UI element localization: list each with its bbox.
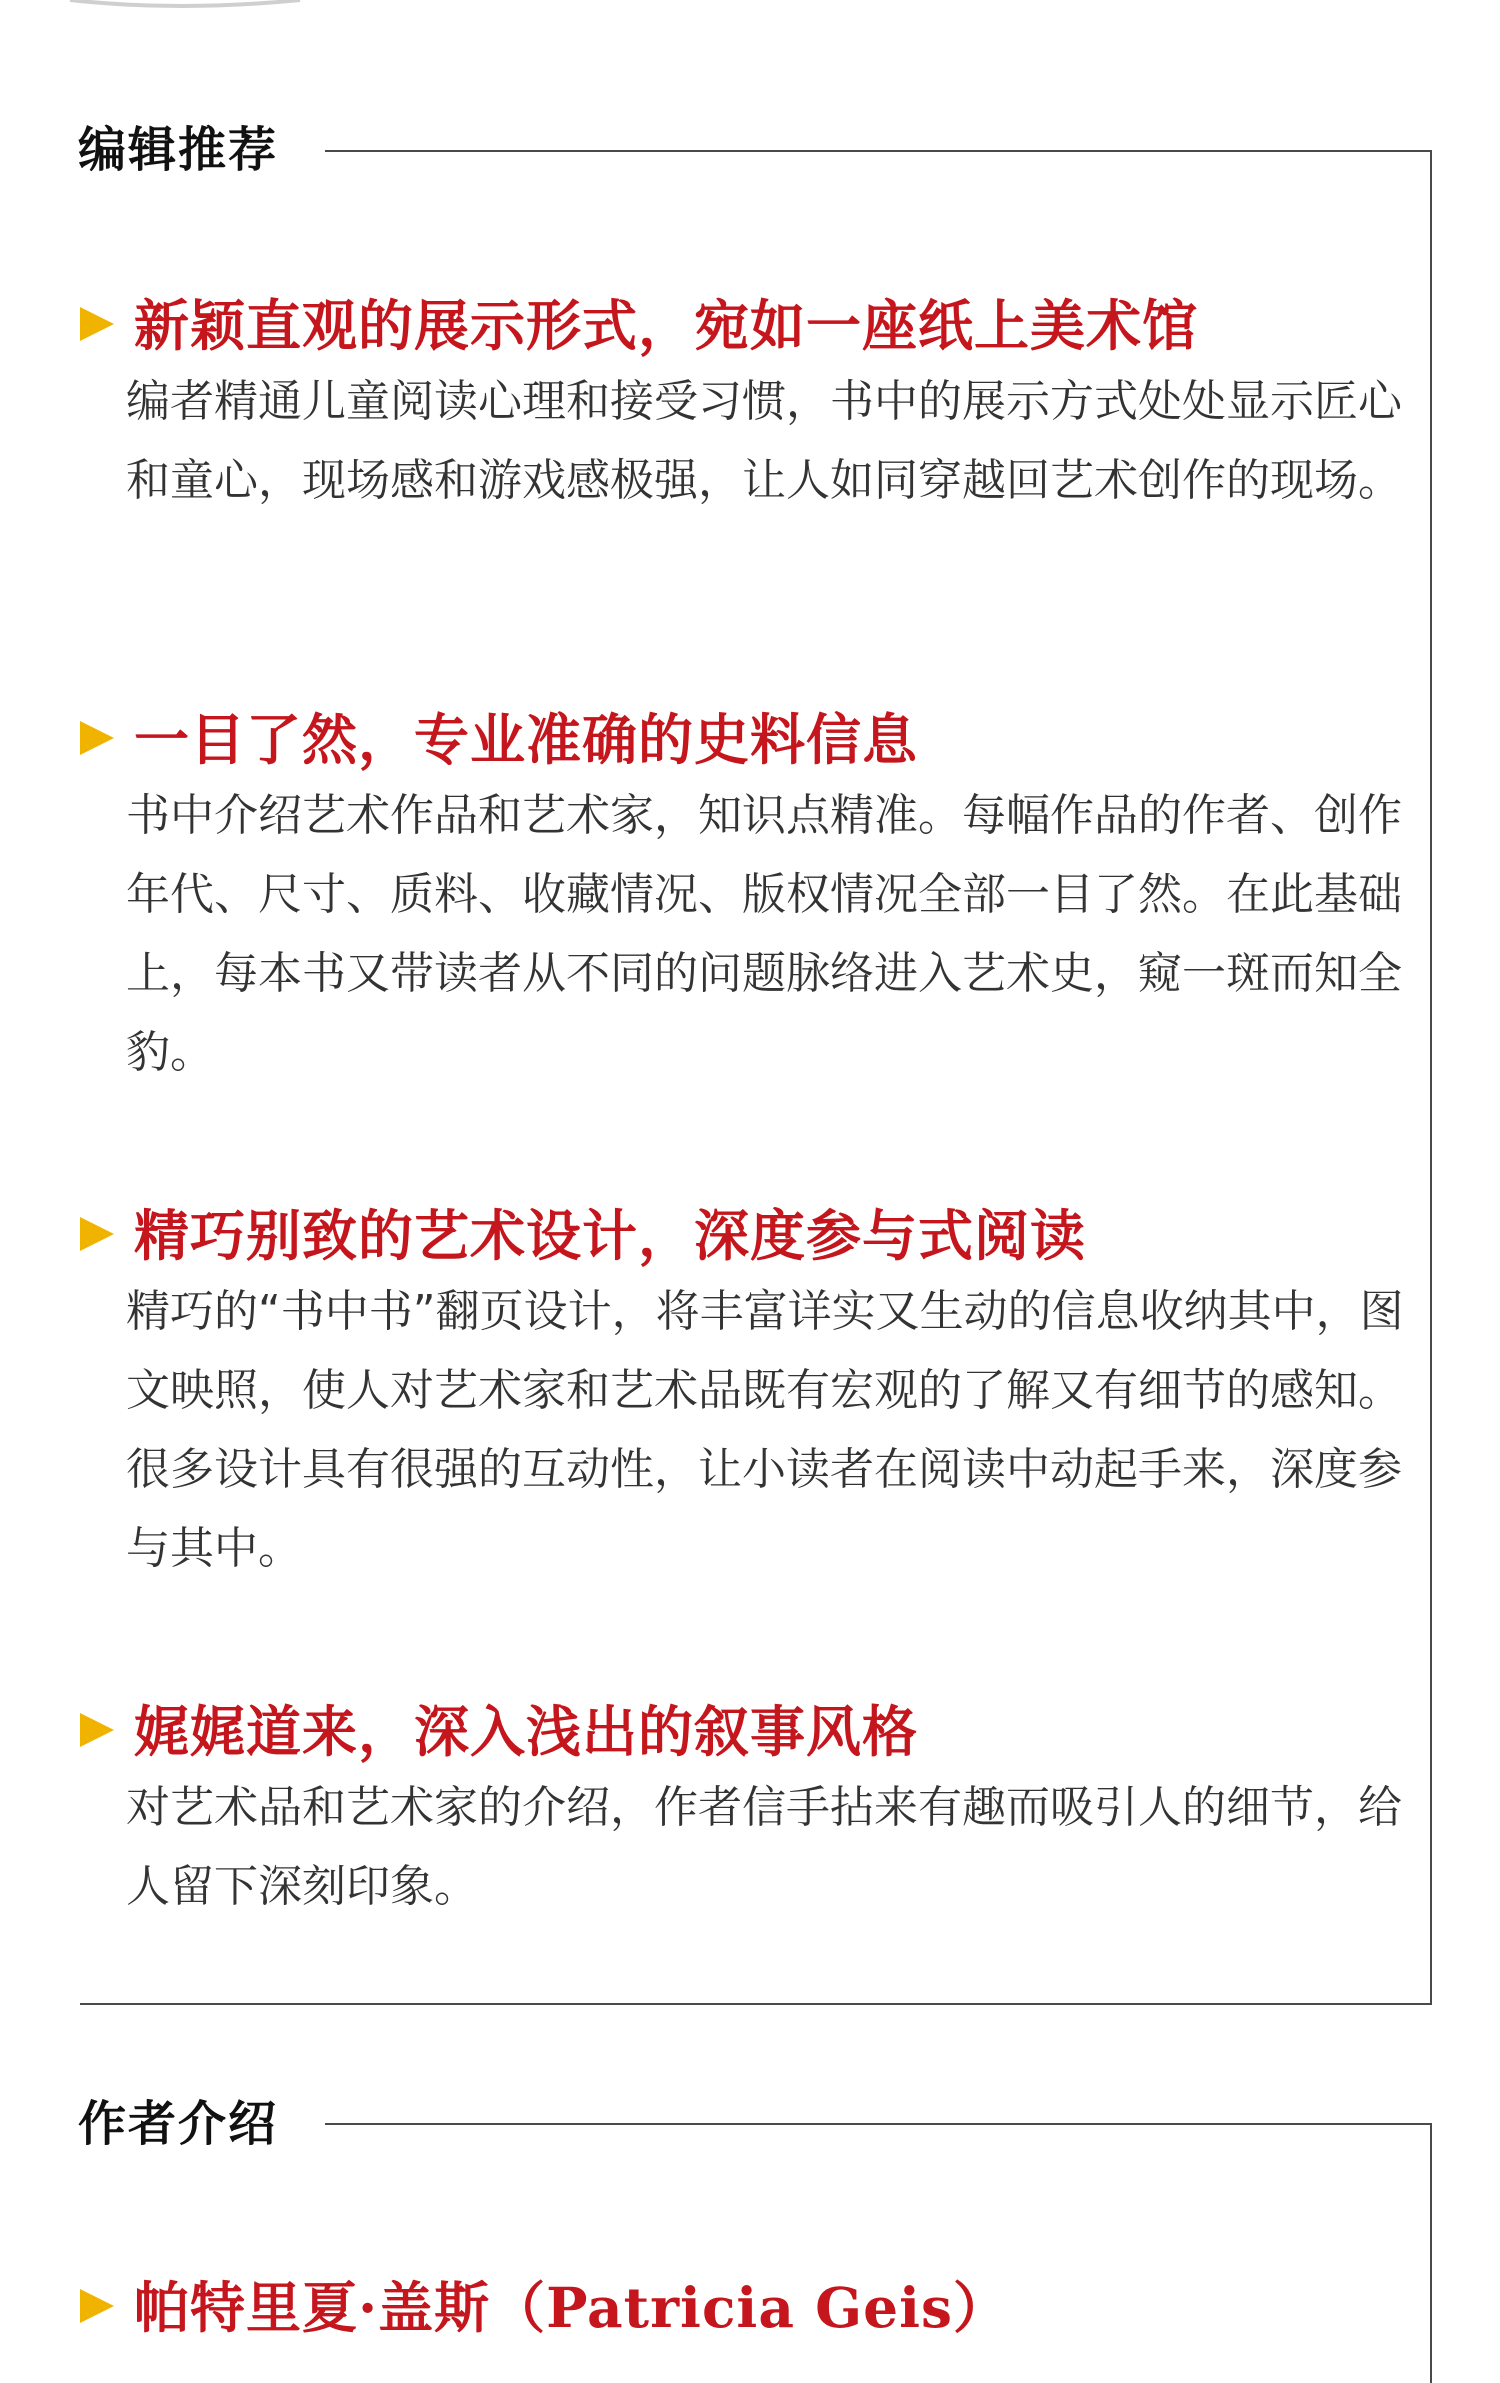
- triangle-arrow-icon: [80, 307, 114, 341]
- feature-item: [80, 286, 1410, 520]
- feature-item: [80, 700, 1410, 1092]
- feature-item: [80, 1692, 1410, 1926]
- feature-heading: 精巧别致的艺术设计，深度参与式阅读: [134, 1202, 1087, 1268]
- feature-item: [80, 2268, 1410, 2338]
- author-name-heading: 帕特里夏·盖斯（Patricia Geis）: [134, 2274, 1009, 2340]
- feature-heading-row: [80, 2268, 1410, 2338]
- author-frame: [80, 2123, 1432, 2383]
- frame-top-line: [325, 150, 1432, 152]
- feature-heading: 新颖直观的展示形式，宛如一座纸上美术馆: [134, 292, 1199, 358]
- triangle-arrow-icon: [80, 1713, 114, 1747]
- feature-heading: 娓娓道来，深入浅出的叙事风格: [134, 1698, 919, 1764]
- triangle-arrow-icon: [80, 1217, 114, 1251]
- feature-body: 精巧的“书中书”翻页设计，将丰富详实又生动的信息收纳其中，图文映照，使人对艺术家和艺术品既有宏观的了解又有细节的感知。很多设计具有很强的互动性，让小读者在阅读中动起手来，深度参与其中。: [126, 1286, 1404, 1574]
- feature-body: 编者精通儿童阅读心理和接受习惯，书中的展示方式处处显示匠心和童心，现场感和游戏感极强，让人如同穿越回艺术创作的现场。: [126, 376, 1402, 506]
- feature-heading-row: [80, 700, 1410, 770]
- recommend-title: 编辑推荐: [78, 122, 279, 178]
- feature-body: 书中介绍艺术作品和艺术家，知识点精准。每幅作品的作者、创作年代、尺寸、质料、收藏情况、版权情况全部一目了然。在此基础上，每本书又带读者从不同的问题脉络进入艺术史，窥一斑而知全豹。: [126, 790, 1402, 1078]
- triangle-arrow-icon: [80, 721, 114, 755]
- triangle-arrow-icon: [80, 2289, 114, 2323]
- author-title: 作者介绍: [78, 2096, 279, 2152]
- feature-heading-row: [80, 1196, 1410, 1266]
- frame-top-line: [325, 2123, 1432, 2125]
- feature-body: 对艺术品和艺术家的介绍，作者信手拈来有趣而吸引人的细节，给人留下深刻印象。: [126, 1782, 1402, 1912]
- feature-heading: 一目了然，专业准确的史料信息: [134, 706, 919, 772]
- feature-heading-row: [80, 286, 1410, 356]
- feature-item: [80, 1196, 1410, 1588]
- decorative-curve: [0, 0, 330, 10]
- feature-heading-row: [80, 1692, 1410, 1762]
